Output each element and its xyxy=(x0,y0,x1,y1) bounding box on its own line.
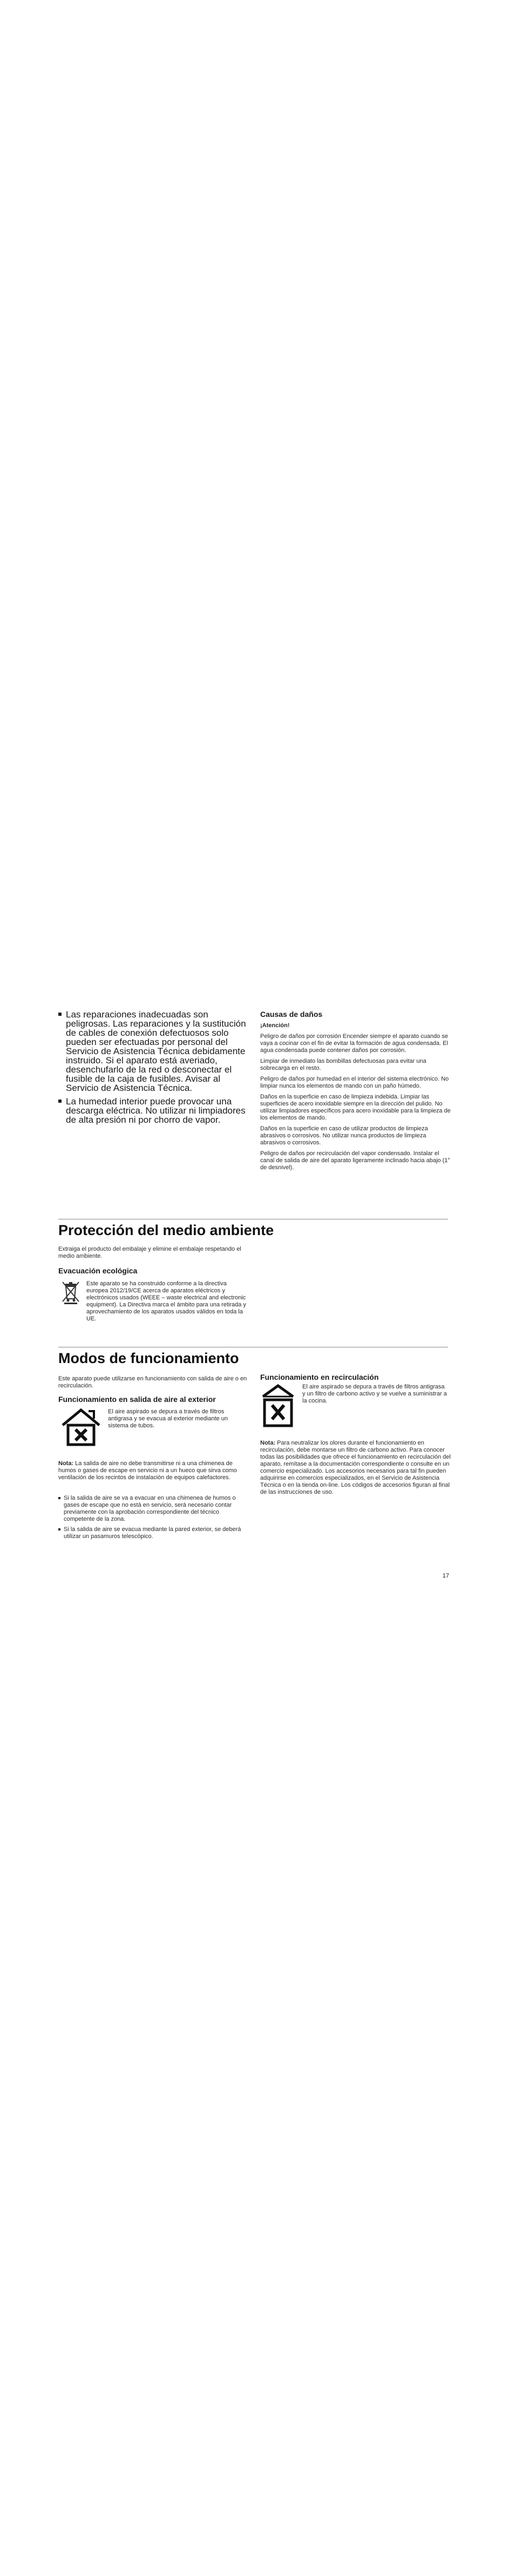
safety-bullet-humidity: La humedad interior puede provocar una descarga eléctrica. No utilizar ni limpiadores de alta presión ni por chorro de vapor. xyxy=(58,1097,247,1124)
exhaust-bullet-wall: Si la salida de aire se evacua mediante la pared exterior, se deberá utilizar un pasamuros telescópico. xyxy=(58,1526,250,1540)
modes-intro: Este aparato puede utilizarse en funcionamiento con salida de aire o en recirculación. xyxy=(58,1375,247,1389)
exhaust-note-text: La salida de aire no debe transmitirse ni a una chimenea de humos o gases de escape en servicio ni a un hueco que sirva como ventilación de los recintos de instalación de equipos calefactores. xyxy=(58,1460,237,1481)
safety-bullet-list xyxy=(58,1010,247,1129)
damage-paragraph: Limpiar de inmediato las bombillas defectuosas para evitar una sobrecarga en el resto. xyxy=(260,1058,426,1071)
recirc-title: Funcionamiento en recirculación xyxy=(260,1373,379,1381)
recirculation-mode-icon xyxy=(260,1384,296,1432)
damage-paragraph: Peligro de daños por humedad en el interior del sistema electrónico. No limpiar nunca los elementos de mando con un paño húmedo. xyxy=(260,1076,449,1089)
weee-crossed-bin-icon xyxy=(60,1280,81,1307)
damage-paragraph: Daños en la superficie en caso de utilizar productos de limpieza abrasivos o corrosivos. No utilizar nunca productos de limpieza abrasivos o corrosivos. xyxy=(260,1125,428,1146)
exhaust-title: Funcionamiento en salida de aire al exterior xyxy=(58,1395,216,1404)
damage-paragraph: Peligro de daños por recirculación del vapor condensado. Instalar el canal de salida de aire del aparato ligeramente inclinado hacia abajo (1° de desnivel). xyxy=(260,1150,450,1171)
environment-intro: Extraiga el producto del embalaje y elimine el embalaje respetando el medio ambiente. xyxy=(58,1246,241,1259)
modes-title: Modos de funcionamiento xyxy=(58,1350,239,1366)
note-label: Nota: xyxy=(260,1440,276,1446)
eco-text: Este aparato se ha construido conforme a la directiva europea 2012/19/CE acerca de aparatos eléctricos y electrónicos usados (WEEE – waste electrical and electronic equipment). La Directiva marca el ámbito para una retirada y aprovechamiento de los aparatos usados válidos en toda la UE. xyxy=(86,1280,246,1322)
environment-title: Protección del medio ambiente xyxy=(58,1222,274,1238)
exhaust-mode-icon xyxy=(59,1407,103,1451)
damage-paragraph: Daños en la superficie en caso de limpieza indebida. Limpiar las superficies de acero inoxidable siempre en la dirección del pulido. No utilizar limpiadores específicos para acero inoxidable para la limpieza de los elementos de mando. xyxy=(260,1094,451,1121)
recirc-note-text: Para neutralizar los olores durante el funcionamiento en recirculación, debe montarse un filtro de carbono activo. Para conocer todas las posibilidades que ofrece el funcionamiento en recirculación del aparato, remítase a la documentación correspondiente o consulte en un comercio especializado. Los accesorios necesarios para tal fin pueden adquirirse en comercios especializados, en el Servicio de Asistencia Técnica o en la tienda on-line. Los códigos de accesorios figuran al final de las instrucciones de uso. xyxy=(260,1440,451,1495)
damage-title: Causas de daños xyxy=(260,1010,323,1019)
attention-label: ¡Atención! xyxy=(260,1022,290,1029)
page-number: 17 xyxy=(442,1573,449,1579)
eco-title: Evacuación ecológica xyxy=(58,1266,138,1275)
damage-paragraph: Peligro de daños por corrosión Encender siempre el aparato cuando se vaya a cocinar con el fin de evitar la formación de agua condensada. El agua condensada puede contener daños por corrosión. xyxy=(260,1033,448,1054)
note-label: Nota: xyxy=(58,1460,74,1467)
recirc-note xyxy=(260,1440,452,1496)
exhaust-bullet-chimney: Si la salida de aire se va a evacuar en una chimenea de humos o gases de escape que no está en servicio, será necesario contar previamente con la aprobación correspondiente del técnico competente de la zona. xyxy=(58,1495,250,1523)
exhaust-icon-text: El aire aspirado se depura a través de filtros antigrasa y se evacua al exterior mediante un sistema de tubos. xyxy=(108,1408,228,1429)
safety-bullet-repairs: Las reparaciones inadecuadas son peligrosas. Las reparaciones y la sustitución de cables de conexión defectuosos solo pueden ser efectuadas por personal del Servicio de Asistencia Técnica debidamente instruido. Si el aparato está averiado, desenchufarlo de la red o desconectar el fusible de la caja de fusibles. Avisar al Servicio de Asistencia Técnica. xyxy=(58,1010,247,1093)
exhaust-bullet-list xyxy=(58,1495,250,1543)
damage-section xyxy=(260,1010,452,1175)
recirc-icon-text: El aire aspirado se depura a través de filtros antigrasa y un filtro de carbono activo y se vuelve a suministrar a la cocina. xyxy=(302,1384,447,1404)
exhaust-note xyxy=(58,1460,250,1481)
